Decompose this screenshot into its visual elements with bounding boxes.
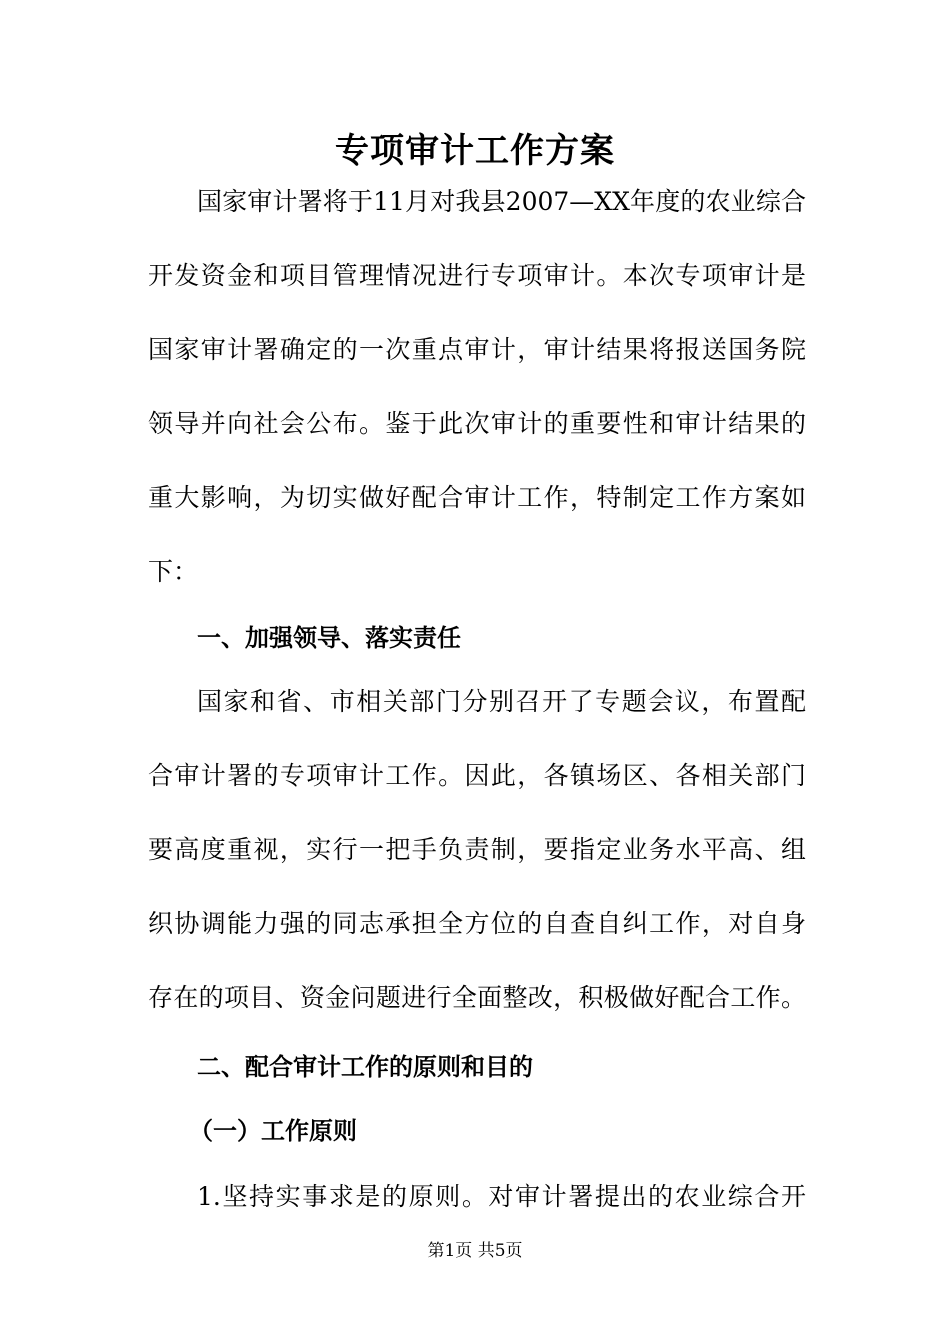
section-1-line-2: 合审计署的专项审计工作。因此，各镇场区、各相关部门 <box>148 761 806 790</box>
intro-line-5: 重大影响，为切实做好配合审计工作，特制定工作方案如 <box>148 483 806 512</box>
subsection-1-heading: （一）工作原则 <box>189 1117 357 1145</box>
intro-line-6: 下： <box>148 557 199 586</box>
document-title: 专项审计工作方案 <box>335 131 615 171</box>
principle-1-line: 1.坚持实事求是的原则。对审计署提出的农业综合开 <box>197 1182 806 1211</box>
section-1-line-3: 要高度重视，实行一把手负责制，要指定业务水平高、组 <box>148 835 806 864</box>
section-1-line-1: 国家和省、市相关部门分别召开了专题会议，布置配 <box>197 687 806 716</box>
intro-line-3: 国家审计署确定的一次重点审计，审计结果将报送国务院 <box>148 335 806 364</box>
intro-line-4: 领导并向社会公布。鉴于此次审计的重要性和审计结果的 <box>148 409 806 438</box>
section-1-heading: 一、加强领导、落实责任 <box>197 624 461 652</box>
page-number-footer: 第1页 共5页 <box>427 1241 523 1261</box>
section-1-line-4: 织协调能力强的同志承担全方位的自查自纠工作，对自身 <box>148 909 806 938</box>
section-2-heading: 二、配合审计工作的原则和目的 <box>197 1053 533 1081</box>
intro-line-2: 开发资金和项目管理情况进行专项审计。本次专项审计是 <box>148 261 806 290</box>
section-1-line-5: 存在的项目、资金问题进行全面整改，积极做好配合工作。 <box>148 983 806 1012</box>
intro-line-1: 国家审计署将于11月对我县2007—XX年度的农业综合 <box>197 187 806 216</box>
